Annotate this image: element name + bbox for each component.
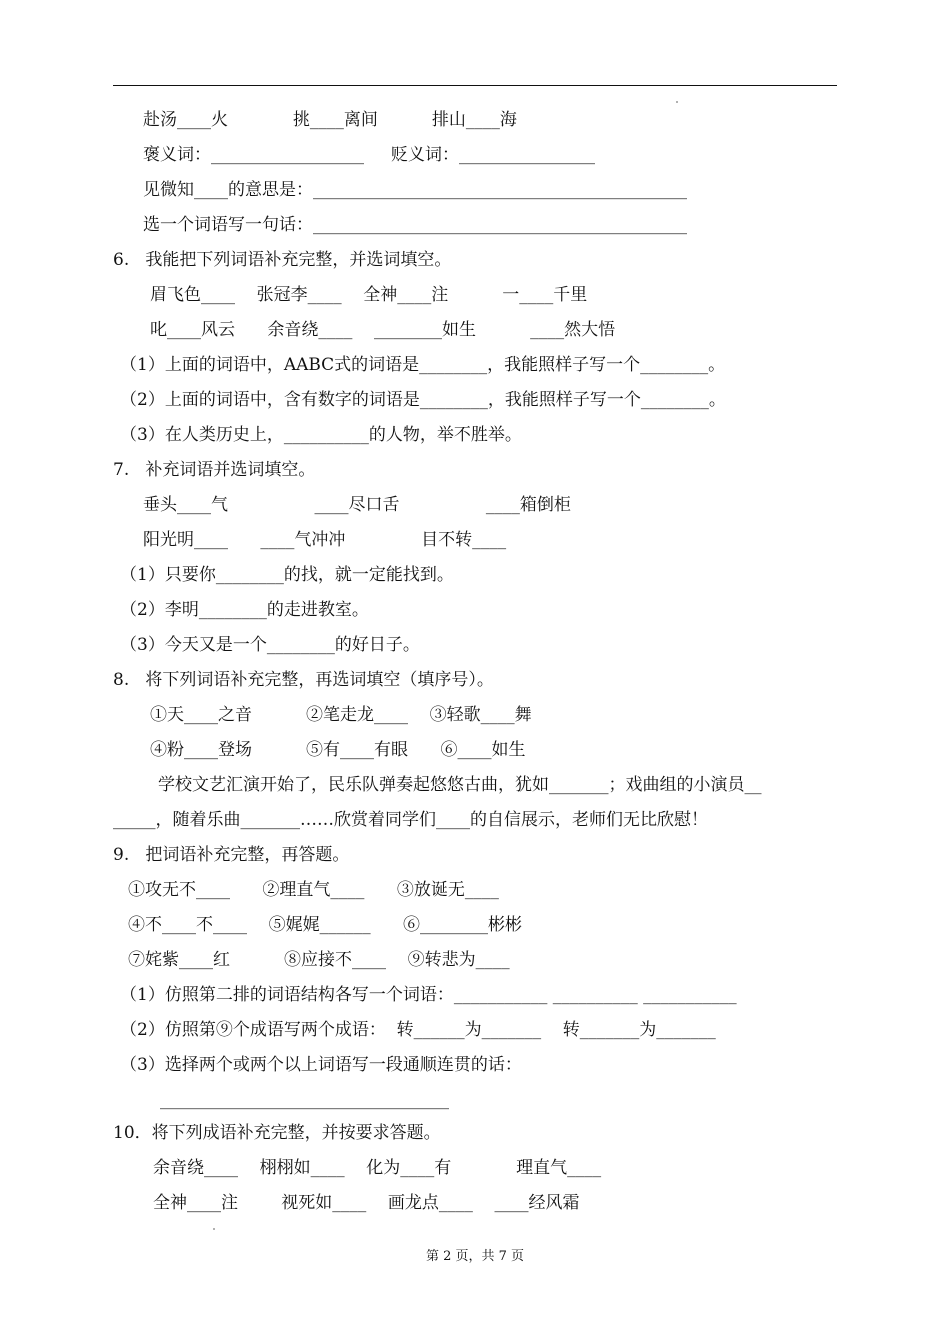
text-line: 余音绕____ 栩栩如____ 化为____有 理直气____ — [153, 1158, 602, 1178]
text-line: 赴汤____火 挑____离间 排山____海 — [143, 110, 517, 130]
text-line: 褒义词：__________________ 贬义词：________________ — [143, 145, 596, 165]
text-line: ④不____不____ ⑤娓娓______ ⑥________彬彬 — [128, 915, 523, 935]
text-line: （3）今天又是一个________的好日子。 — [120, 635, 420, 655]
text-line: （2）仿照第⑨个成语写两个成语： 转______为_______ 转_______为_______ — [120, 1020, 716, 1040]
text-line: 8. 将下列词语补充完整，再选词填空（填序号）。 — [113, 670, 494, 690]
text-line: 叱____风云 余音绕____ ________如生 ____然大悟 — [150, 320, 616, 340]
text-line: （1）只要你________的找，就一定能找到。 — [120, 565, 454, 585]
header-rule — [113, 85, 837, 86]
text-line: （2）上面的词语中，含有数字的词语是________，我能照样子写一个________。 — [120, 390, 726, 410]
text-line: _____，随着乐曲_______……欣赏着同学们____的自信展示，老师们无比欣慰！ — [113, 810, 708, 830]
text-line: 选一个词语写一句话：____________________________________________ — [143, 215, 687, 235]
text-line: （1）仿照第二排的词语结构各写一个词语：___________ __________ ___________ — [120, 985, 737, 1005]
text-line: 全神____注 视死如____ 画龙点____ ____经风霜 — [153, 1193, 580, 1213]
text-line: ①攻无不____ ②理直气____ ③放诞无____ — [128, 880, 499, 900]
text-line: 学校文艺汇演开始了，民乐队弹奏起悠悠古曲，犹如_______；戏曲组的小演员__ — [158, 775, 762, 795]
text-line: （1）上面的词语中，AABC式的词语是________，我能照样子写一个________。 — [120, 355, 726, 375]
text-line: 眉飞色____ 张冠李____ 全神____注 一____千里 — [150, 285, 588, 305]
text-line: 见微知____的意思是：____________________________________________ — [143, 180, 687, 200]
text-line: 垂头____气 ____尽口舌 ____箱倒柜 — [143, 495, 571, 515]
text-line: 7. 补充词语并选词填空。 — [113, 460, 316, 480]
text-line: （3）在人类历史上，__________的人物，举不胜举。 — [120, 425, 522, 445]
page-footer: 第 2 页，共 7 页 — [425, 1249, 525, 1264]
text-line: 阳光明____ ____气冲冲 目不转____ — [143, 530, 507, 550]
text-line: （2）李明________的走进教室。 — [120, 600, 369, 620]
text-line: __________________________________ — [160, 1090, 449, 1110]
text-line: 9. 把词语补充完整，再答题。 — [113, 845, 350, 865]
text-line: ④粉____登场 ⑤有____有眼 ⑥____如生 — [150, 740, 526, 760]
text-line: （3）选择两个或两个以上词语写一段通顺连贯的话： — [120, 1055, 522, 1075]
text-line: 10．将下列成语补充完整，并按要求答题。 — [113, 1123, 441, 1143]
text-line: 6. 我能把下列词语补充完整，并选词填空。 — [113, 250, 452, 270]
speck — [213, 1228, 215, 1230]
text-line: ①天____之音 ②笔走龙____ ③轻歌____舞 — [150, 705, 532, 725]
speck — [676, 101, 678, 103]
text-line: ⑦姹紫____红 ⑧应接不____ ⑨转悲为____ — [128, 950, 510, 970]
